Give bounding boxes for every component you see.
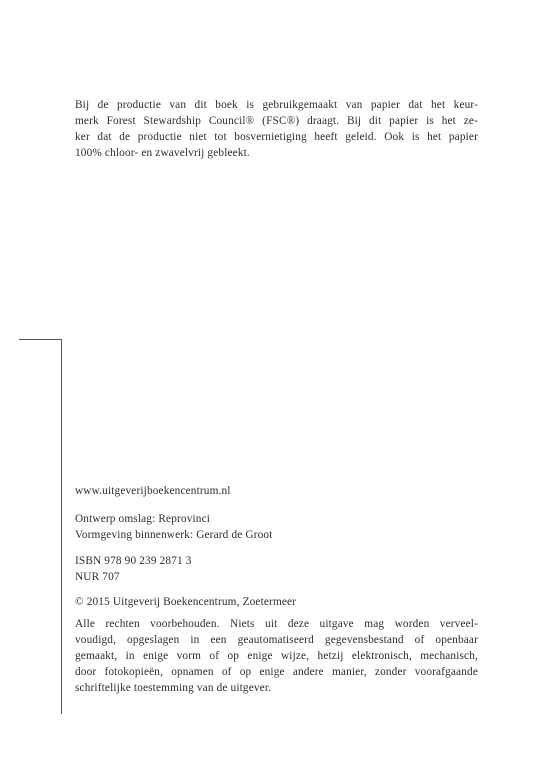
rights-line: schriftelijke toestemming van de uitgever. <box>75 682 272 694</box>
fsc-notice-line: ker dat de productie niet tot bosvernietiging heeft geleid. Ook is het papier <box>75 131 478 143</box>
rights-line: voudigd, opgeslagen in een geautomatiseerd gegevensbestand of openbaar <box>75 634 478 646</box>
website-url: www.uitgeverijboekencentrum.nl <box>75 485 231 497</box>
margin-rule-vertical <box>61 339 62 714</box>
rights-reserved-notice <box>75 616 478 696</box>
book-identifiers <box>75 553 478 585</box>
rights-line: Alle rechten voorbehouden. Niets uit deze uitgave mag worden verveel- <box>75 618 478 630</box>
copyright-notice <box>75 594 478 610</box>
fsc-paper-notice <box>75 97 478 161</box>
margin-rule-horizontal <box>19 339 62 340</box>
interior-design-credit: Vormgeving binnenwerk: Gerard de Groot <box>75 529 273 541</box>
nur-code: NUR 707 <box>75 571 120 583</box>
cover-design-credit: Ontwerp omslag: Reprovinci <box>75 513 211 525</box>
isbn: ISBN 978 90 239 2871 3 <box>75 555 192 567</box>
fsc-notice-line: merk Forest Stewardship Council® (FSC®) draagt. Bij dit papier is het ze- <box>75 115 478 127</box>
fsc-notice-line: Bij de productie van dit boek is gebruikgemaakt van papier dat het keur- <box>75 99 478 111</box>
copyright-line: © 2015 Uitgeverij Boekencentrum, Zoetermeer <box>75 596 297 608</box>
fsc-notice-line: 100% chloor- en zwavelvrij gebleekt. <box>75 147 250 159</box>
design-credits <box>75 511 478 543</box>
rights-line: door fotokopieën, opnamen of op enige andere manier, zonder voorafgaande <box>75 666 478 678</box>
publisher-website <box>75 483 478 499</box>
rights-line: gemaakt, in enige vorm of op enige wijze, hetzij elektronisch, mechanisch, <box>75 650 478 662</box>
